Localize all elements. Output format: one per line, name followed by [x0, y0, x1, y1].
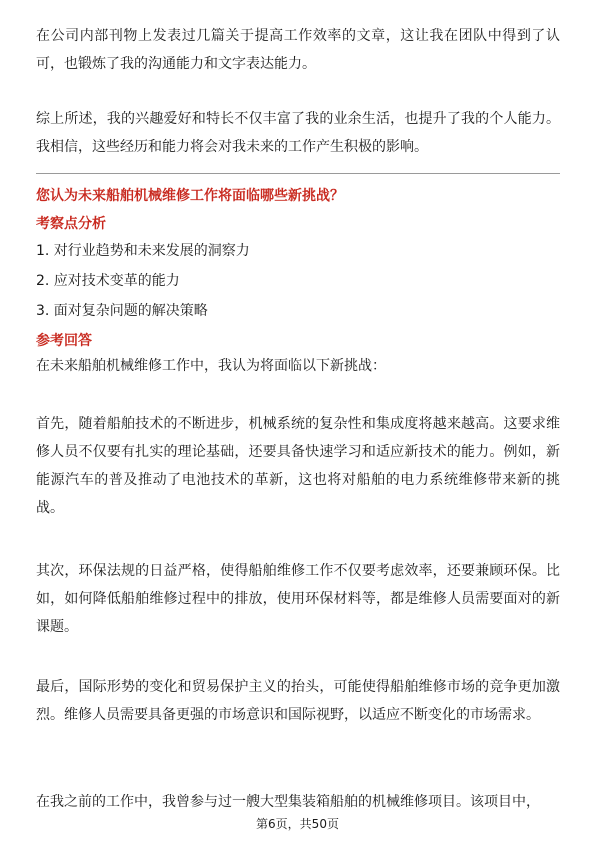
list-item: 3. 面对复杂问题的解决策略 — [36, 303, 208, 319]
answer-paragraph: 其次，环保法规的日益严格，使得船舶维修工作不仅要考虑效率，还要兼顾环保。比如，如何降低船舶维修过程中的排放，使用环保材料等，都是维修人员需要面对的新课题。 — [36, 563, 560, 635]
answer-heading: 参考回答 — [36, 333, 92, 349]
page-number: 第6页，共50页 — [256, 817, 339, 831]
list-item: 1. 对行业趋势和未来发展的洞察力 — [36, 243, 250, 259]
analysis-heading: 考察点分析 — [36, 216, 106, 232]
analysis-list — [36, 236, 560, 326]
section-divider — [36, 173, 560, 174]
question-heading: 您认为未来船舶机械维修工作将面临哪些新挑战？ — [36, 188, 344, 204]
intro-paragraph: 综上所述，我的兴趣爱好和特长不仅丰富了我的业余生活，也提升了我的个人能力。我相信，这些经历和能力将会对我未来的工作产生积极的影响。 — [36, 111, 560, 155]
list-item: 2. 应对技术变革的能力 — [36, 273, 180, 289]
answer-paragraph: 在我之前的工作中，我曾参与过一艘大型集装箱船舶的机械维修项目。该项目中， — [36, 794, 540, 810]
intro-paragraph: 在公司内部刊物上发表过几篇关于提高工作效率的文章，这让我在团队中得到了认可，也锻炼了我的沟通能力和文字表达能力。 — [36, 28, 560, 72]
answer-paragraph: 在未来船舶机械维修工作中，我认为将面临以下新挑战： — [36, 358, 386, 374]
answer-paragraph: 最后，国际形势的变化和贸易保护主义的抬头，可能使得船舶维修市场的竞争更加激烈。维修人员需要具备更强的市场意识和国际视野，以适应不断变化的市场需求。 — [36, 679, 560, 723]
answer-paragraph: 首先，随着船舶技术的不断进步，机械系统的复杂性和集成度将越来越高。这要求维修人员不仅要有扎实的理论基础，还要具备快速学习和适应新技术的能力。例如，新能源汽车的普及推动了电池技术的革新，这也将对船舶的电力系统维修带来新的挑战。 — [36, 416, 560, 516]
